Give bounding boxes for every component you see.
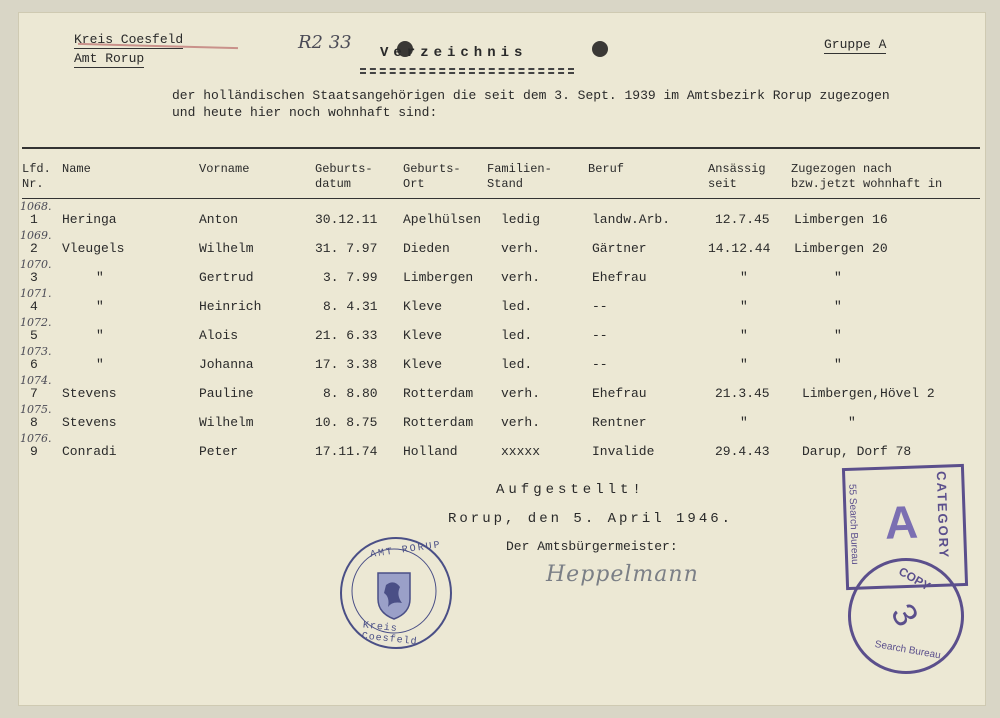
punch-hole-right (592, 41, 608, 57)
row-beruf: -- (592, 357, 608, 372)
row-archive-mark: 1076. (20, 432, 52, 445)
row-vorname: Alois (199, 328, 239, 343)
col-header-ansaessig: Ansässig seit (708, 162, 766, 191)
row-ansaessig: 12.7.45 (715, 212, 770, 227)
row-beruf: -- (592, 299, 608, 314)
row-familienstand: xxxxx (501, 444, 541, 459)
row-wohnhaft: Darup, Dorf 78 (802, 444, 912, 459)
office-label: Amt Rorup (74, 51, 145, 66)
row-nr: 3 (30, 270, 38, 285)
col-header-vorname: Vorname (199, 162, 250, 176)
col-header-beruf: Beruf (588, 162, 625, 176)
row-wohnhaft: Limbergen,Hövel 2 (802, 386, 935, 401)
row-geburtsdatum: 30.12.11 (315, 212, 378, 227)
col-header-name: Name (62, 162, 91, 176)
row-ansaessig: " (740, 415, 748, 430)
row-familienstand: verh. (501, 241, 541, 256)
row-name: " (96, 270, 104, 285)
row-beruf: Invalide (592, 444, 655, 459)
row-geburtsdatum: 8. 8.80 (323, 386, 378, 401)
category-unit: 55 Search Bureau (846, 483, 861, 565)
row-nr: 6 (30, 357, 38, 372)
title-underline-2 (360, 72, 574, 74)
row-familienstand: ledig (501, 212, 541, 227)
col-header-wohnhaft: Zugezogen nach bzw.jetzt wohnhaft in (791, 162, 943, 191)
row-ansaessig: " (740, 357, 748, 372)
row-name: " (96, 328, 104, 343)
row-beruf: Ehefrau (592, 270, 647, 285)
copy-label: COPY (896, 564, 933, 594)
row-geburtsdatum: 31. 7.97 (315, 241, 378, 256)
row-nr: 1 (30, 212, 38, 227)
row-familienstand: verh. (501, 415, 541, 430)
row-geburtsort: Rotterdam (403, 415, 474, 430)
row-familienstand: verh. (501, 386, 541, 401)
row-ansaessig: " (740, 270, 748, 285)
signatory-title: Der Amtsbürgermeister: (506, 539, 678, 554)
row-geburtsort: Kleve (403, 357, 443, 372)
row-beruf: Gärtner (592, 241, 647, 256)
row-vorname: Pauline (199, 386, 254, 401)
row-geburtsdatum: 8. 4.31 (323, 299, 378, 314)
signature: Heppelmann (546, 562, 699, 587)
copy-number: 3 (883, 597, 926, 633)
row-familienstand: led. (501, 328, 533, 343)
col-header-familienstand: Familien- Stand (487, 162, 552, 191)
row-nr: 7 (30, 386, 38, 401)
row-beruf: Ehefrau (592, 386, 647, 401)
row-name: " (96, 299, 104, 314)
row-beruf: Rentner (592, 415, 647, 430)
document-page (18, 12, 986, 706)
category-letter: A (883, 495, 919, 549)
row-vorname: Johanna (199, 357, 254, 372)
row-archive-mark: 1069. (20, 229, 52, 242)
row-geburtsdatum: 17. 3.38 (315, 357, 378, 372)
document-title: Verzeichnis (380, 45, 528, 61)
row-familienstand: led. (501, 357, 533, 372)
row-name: Stevens (62, 415, 117, 430)
amt-rorup-seal (340, 537, 452, 649)
col-header-geburtsort: Geburts- Ort (403, 162, 461, 191)
row-wohnhaft: " (834, 357, 842, 372)
row-geburtsort: Holland (403, 444, 458, 459)
row-geburtsdatum: 21. 6.33 (315, 328, 378, 343)
prepared-label: Aufgestellt! (496, 482, 645, 498)
row-familienstand: verh. (501, 270, 541, 285)
row-geburtsort: Kleve (403, 328, 443, 343)
row-archive-mark: 1071. (20, 287, 52, 300)
row-wohnhaft: Limbergen 20 (794, 241, 888, 256)
seal-bottom-text: Kreis Coesfeld (361, 620, 418, 649)
place-date: Rorup, den 5. April 1946. (448, 511, 734, 527)
row-nr: 5 (30, 328, 38, 343)
row-name: " (96, 357, 104, 372)
row-wohnhaft: Limbergen 16 (794, 212, 888, 227)
col-header-nr: Lfd. Nr. (22, 162, 51, 191)
row-ansaessig: " (740, 299, 748, 314)
table-header-rule (22, 198, 980, 199)
title-underline (360, 68, 574, 70)
col-header-geburtsdatum: Geburts- datum (315, 162, 373, 191)
file-mark-handwritten: R2 33 (298, 32, 352, 53)
row-archive-mark: 1068. (20, 200, 52, 213)
group-label: Gruppe A (824, 37, 887, 52)
row-vorname: Gertrud (199, 270, 254, 285)
district-label: Kreis Coesfeld (74, 32, 184, 47)
row-ansaessig: 21.3.45 (715, 386, 770, 401)
row-geburtsdatum: 3. 7.99 (323, 270, 378, 285)
row-familienstand: led. (501, 299, 533, 314)
row-ansaessig: 29.4.43 (715, 444, 770, 459)
row-geburtsdatum: 17.11.74 (315, 444, 378, 459)
subtitle-line-2: und heute hier noch wohnhaft sind: (172, 105, 438, 120)
row-geburtsort: Kleve (403, 299, 443, 314)
row-archive-mark: 1074. (20, 374, 52, 387)
table-top-rule (22, 147, 980, 149)
row-geburtsort: Dieden (403, 241, 450, 256)
row-nr: 2 (30, 241, 38, 256)
row-geburtsort: Limbergen (403, 270, 474, 285)
row-wohnhaft: " (834, 299, 842, 314)
row-vorname: Anton (199, 212, 239, 227)
row-wohnhaft: " (848, 415, 856, 430)
row-nr: 4 (30, 299, 38, 314)
row-nr: 8 (30, 415, 38, 430)
row-name: Conradi (62, 444, 117, 459)
row-name: Stevens (62, 386, 117, 401)
row-wohnhaft: " (834, 270, 842, 285)
row-nr: 9 (30, 444, 38, 459)
copy-unit: Search Bureau (873, 639, 942, 662)
row-name: Heringa (62, 212, 117, 227)
row-vorname: Wilhelm (199, 241, 254, 256)
row-geburtsort: Rotterdam (403, 386, 474, 401)
row-archive-mark: 1070. (20, 258, 52, 271)
row-geburtsdatum: 10. 8.75 (315, 415, 378, 430)
row-archive-mark: 1073. (20, 345, 52, 358)
row-vorname: Heinrich (199, 299, 262, 314)
row-vorname: Wilhelm (199, 415, 254, 430)
row-beruf: -- (592, 328, 608, 343)
subtitle-line-1: der holländischen Staatsangehörigen die seit dem 3. Sept. 1939 im Amtsbezirk Rorup zugezogen (172, 88, 890, 103)
row-archive-mark: 1072. (20, 316, 52, 329)
seal-top-text: AMT RORUP (369, 540, 443, 561)
row-archive-mark: 1075. (20, 403, 52, 416)
category-title: CATEGORY (933, 470, 952, 560)
row-name: Vleugels (62, 241, 125, 256)
row-vorname: Peter (199, 444, 239, 459)
row-geburtsort: Apelhülsen (403, 212, 482, 227)
row-beruf: landw.Arb. (592, 212, 671, 227)
row-ansaessig: 14.12.44 (708, 241, 771, 256)
row-wohnhaft: " (834, 328, 842, 343)
row-ansaessig: " (740, 328, 748, 343)
